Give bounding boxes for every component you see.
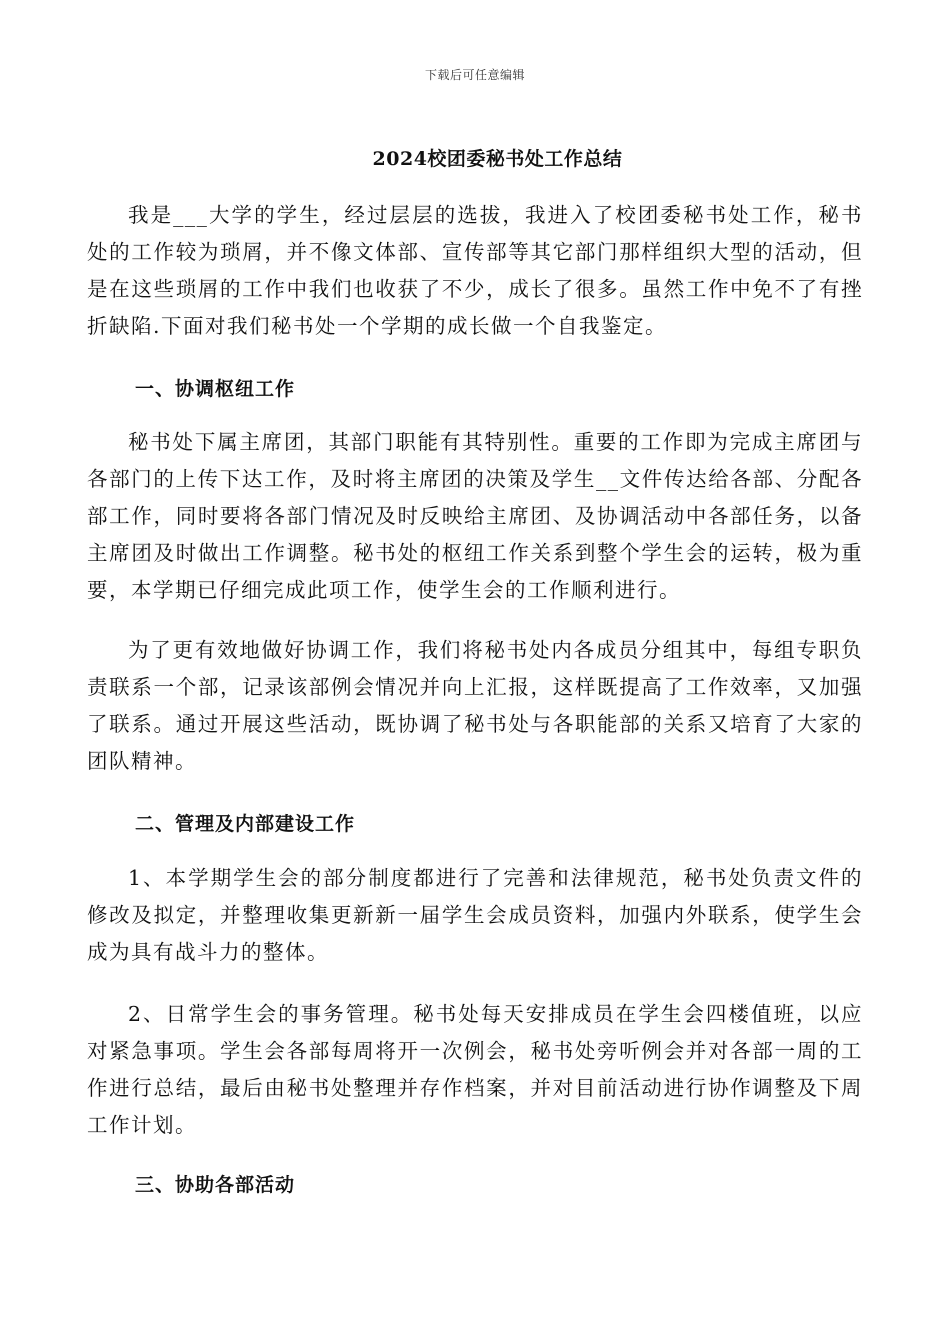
intro-paragraph: 我是___大学的学生，经过层层的选拔，我进入了校团委秘书处工作，秘书处的工作较为琐屑，并不像文体部、宣传部等其它部门那样组织大型的活动，但是在这些琐屑的工作中我们也收获了不少，成长了很多。虽然工作中免不了有挫折缺陷.下面对我们秘书处一个学期的成长做一个自我鉴定。 xyxy=(87,203,863,338)
section-heading-assist-activities: 三、协助各部活动 xyxy=(135,1174,296,1196)
section-heading-management: 二、管理及内部建设工作 xyxy=(135,813,356,835)
coordination-paragraph-2: 为了更有效地做好协调工作，我们将秘书处内各成员分组其中，每组专职负责联系一个部，记录该部例会情况并向上汇报，这样既提高了工作效率，又加强了联系。通过开展这些活动，既协调了秘书处与各职能部的关系又培育了大家的团队精神。 xyxy=(87,638,863,773)
section-heading-coordination: 一、协调枢纽工作 xyxy=(135,378,296,400)
header-note: 下载后可任意编辑 xyxy=(424,68,525,82)
management-paragraph-1: 1、本学期学生会的部分制度都进行了完善和法律规范，秘书处负责文件的修改及拟定，并整理收集更新新一届学生会成员资料，加强内外联系，使学生会成为具有战斗力的整体。 xyxy=(87,866,863,964)
management-paragraph-2: 2、日常学生会的事务管理。秘书处每天安排成员在学生会四楼值班，以应对紧急事项。学生会各部每周将开一次例会，秘书处旁听例会并对各部一周的工作进行总结，最后由秘书处整理并存作档案，并对目前活动进行协作调整及下周工作计划。 xyxy=(87,1002,863,1137)
coordination-paragraph-1: 秘书处下属主席团，其部门职能有其特别性。重要的工作即为完成主席团与各部门的上传下达工作，及时将主席团的决策及学生__文件传达给各部、分配各部工作，同时要将各部门情况及时反映给主席团、及协调活动中各部任务，以备主席团及时做出工作调整。秘书处的枢纽工作关系到整个学生会的运转，极为重要，本学期已仔细完成此项工作，使学生会的工作顺利进行。 xyxy=(87,430,863,602)
document-title: 2024校团委秘书处工作总结 xyxy=(372,148,623,170)
